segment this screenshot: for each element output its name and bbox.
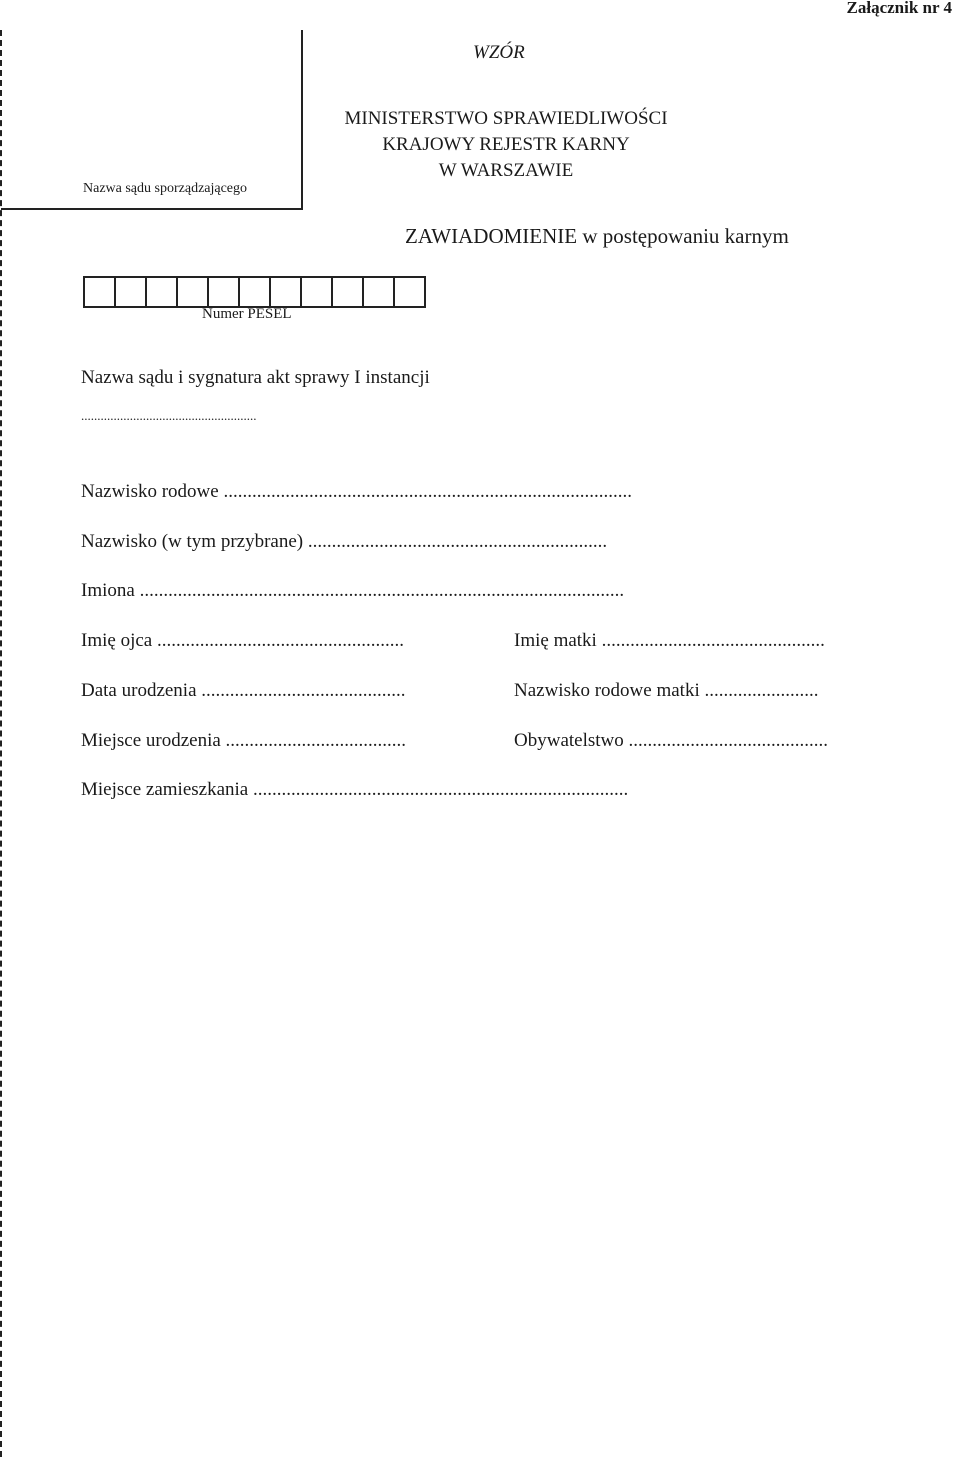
residence-field[interactable]: Miejsce zamieszkania ............................................................................... [81, 779, 629, 800]
mother-family-name-field[interactable]: Nazwisko rodowe matki ........................ [514, 680, 819, 701]
pesel-digit[interactable] [364, 278, 395, 306]
pesel-digit[interactable] [85, 278, 116, 306]
mother-name-field[interactable]: Imię matki ............................................... [514, 630, 825, 651]
ministry-line-1: MINISTERSTWO SPRAWIEDLIWOŚCI [344, 108, 668, 129]
court-case-field[interactable]: ...................................................... [81, 408, 257, 423]
pesel-digit[interactable] [302, 278, 333, 306]
pesel-boxes[interactable] [83, 276, 426, 308]
surname-field[interactable]: Nazwisko (w tym przybrane) ............................................................... [81, 531, 608, 552]
court-label: Nazwa sądu sporządzającego [83, 181, 248, 196]
pesel-digit[interactable] [178, 278, 209, 306]
citizenship-field[interactable]: Obywatelstwo .......................................... [514, 730, 829, 751]
pesel-digit[interactable] [116, 278, 147, 306]
pesel-digit[interactable] [209, 278, 240, 306]
ministry-header [306, 106, 706, 184]
birth-place-field[interactable]: Miejsce urodzenia ...................................... [81, 730, 407, 751]
pesel-digit[interactable] [395, 278, 424, 306]
ministry-line-3: W WARSZAWIE [438, 160, 574, 181]
ministry-line-2: KRAJOWY REJESTR KARNY [382, 134, 630, 155]
pesel-digit[interactable] [147, 278, 178, 306]
template-mark: WZÓR [473, 42, 525, 63]
pesel-digit[interactable] [333, 278, 364, 306]
perforation-line [0, 30, 2, 1457]
first-names-field[interactable]: Imiona ...................................................................................................... [81, 580, 625, 601]
court-case-field-label: Nazwa sądu i sygnatura akt sprawy I instancji [81, 367, 430, 388]
pesel-digit[interactable] [240, 278, 271, 306]
annex-number: Załącznik nr 4 [846, 0, 952, 17]
pesel-digit[interactable] [271, 278, 302, 306]
family-name-field[interactable]: Nazwisko rodowe ...................................................................................... [81, 481, 632, 502]
document-title: ZAWIADOMIENIE w postępowaniu karnym [405, 224, 789, 248]
father-name-field[interactable]: Imię ojca .................................................... [81, 630, 404, 651]
pesel-label: Numer PESEL [202, 306, 292, 322]
birth-date-field[interactable]: Data urodzenia ........................................... [81, 680, 406, 701]
